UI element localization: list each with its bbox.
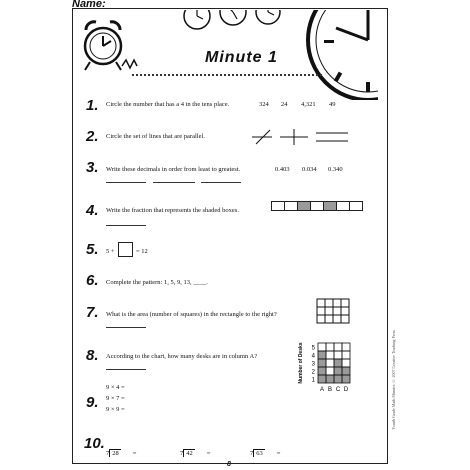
q10-divisor: 7 — [180, 450, 184, 457]
q10-problem — [180, 442, 210, 460]
question-3-number: 3. — [86, 159, 99, 176]
q5-right: = 12 — [136, 248, 148, 255]
desk-chart — [296, 339, 356, 401]
q8-answer-blank[interactable] — [106, 369, 146, 370]
chart-x-label: B — [327, 387, 333, 393]
q1-option[interactable]: 24 — [281, 101, 288, 108]
question-4-number: 4. — [86, 202, 99, 219]
area-grid-square — [325, 315, 333, 323]
q5-answer-box[interactable] — [118, 242, 133, 257]
question-1-number: 1. — [86, 97, 99, 114]
chart-bar-B — [326, 375, 334, 383]
q1-option[interactable]: 4,321 — [301, 101, 316, 108]
chart-grid-cell — [334, 343, 342, 351]
chart-grid-cell — [326, 367, 334, 375]
question-10-number: 10. — [84, 435, 105, 452]
area-grid-square — [333, 315, 341, 323]
q1-option[interactable]: 49 — [329, 101, 336, 108]
line-sets — [250, 128, 350, 146]
chart-bar-C — [334, 359, 342, 383]
question-6-number: 6. — [86, 272, 99, 289]
area-grid — [316, 298, 352, 326]
q10-problem — [106, 442, 136, 460]
q7-answer-blank[interactable] — [106, 327, 146, 328]
shaded-box — [297, 201, 311, 211]
question-1-text: Circle the number that has a 4 in the tens place. — [106, 101, 230, 108]
q9-line: 9 × 7 = — [106, 395, 125, 402]
large-clock-icon — [308, 10, 378, 100]
chart-y-tick: 2 — [311, 369, 315, 376]
q10-divisor: 7 — [250, 450, 254, 457]
q3-answer-blank[interactable] — [201, 182, 241, 183]
q10-equals: = — [132, 450, 137, 457]
area-grid-square — [317, 307, 325, 315]
q4-answer-blank[interactable] — [106, 225, 146, 226]
question-7-number: 7. — [86, 304, 99, 321]
q9-line: 9 × 9 = — [106, 406, 125, 413]
area-grid-square — [317, 315, 325, 323]
line-set-parallel[interactable] — [316, 133, 348, 141]
q10-dividend: 42 — [183, 449, 195, 457]
small-clock-icon — [256, 10, 280, 24]
chart-grid-cell — [326, 343, 334, 351]
q10-equals: = — [206, 450, 211, 457]
chart-grid-cell — [334, 351, 342, 359]
q3-decimal: 0.034 — [302, 166, 317, 173]
title-dotted-line — [132, 74, 322, 76]
unshaded-box — [349, 201, 363, 211]
chart-x-label: A — [319, 387, 325, 393]
area-grid-square — [317, 299, 325, 307]
question-8-text: According to the chart, how many desks are in column A? — [106, 353, 258, 360]
area-grid-square — [333, 299, 341, 307]
area-grid-square — [333, 307, 341, 315]
question-6-text: Complete the pattern: 1, 5, 9, 13, ____. — [106, 279, 208, 286]
unshaded-box — [310, 201, 324, 211]
fraction-boxes — [272, 201, 363, 211]
page-number: 8 — [227, 461, 231, 468]
area-grid-square — [341, 315, 349, 323]
chart-y-tick: 5 — [311, 345, 315, 352]
question-9-number: 9. — [86, 394, 99, 411]
unshaded-box — [336, 201, 350, 211]
q10-divisor: 7 — [106, 450, 110, 457]
line-set-crossing[interactable] — [252, 130, 272, 144]
chart-grid-cell — [342, 359, 350, 367]
q3-answer-blank[interactable] — [106, 182, 146, 183]
copyright-credit: Fourth Grade Math Minutes © 2007 Creative Teaching Press — [391, 330, 396, 430]
question-3-text: Write these decimals in order from least to greatest. — [106, 166, 241, 173]
small-clock-icon — [184, 10, 210, 29]
unshaded-box — [271, 201, 285, 211]
small-clock-icon — [220, 10, 246, 25]
question-2-number: 2. — [86, 128, 99, 145]
q3-decimal: 0.340 — [328, 166, 343, 173]
question-2-text: Circle the set of lines that are parallel. — [106, 133, 205, 140]
chart-grid-cell — [342, 343, 350, 351]
q5-left: 5 + — [106, 248, 115, 255]
chart-y-tick: 1 — [311, 377, 315, 384]
q10-equals: = — [276, 450, 281, 457]
area-grid-square — [325, 307, 333, 315]
area-grid-square — [325, 299, 333, 307]
chart-grid-cell — [326, 359, 334, 367]
alarm-clock-icon — [85, 22, 137, 70]
q9-line: 9 × 4 = — [106, 384, 125, 391]
question-4-text: Write the fraction that represents the shaded boxes. — [106, 207, 239, 214]
shaded-box — [323, 201, 337, 211]
q10-dividend: 63 — [253, 449, 265, 457]
q10-problem — [250, 442, 280, 460]
area-grid-square — [341, 307, 349, 315]
chart-y-tick: 3 — [311, 361, 315, 368]
q10-dividend: 28 — [109, 449, 121, 457]
question-7-text: What is the area (number of squares) in the rectangle to the right? — [106, 311, 277, 318]
q1-option[interactable]: 324 — [259, 101, 269, 108]
name-label: Name: — [72, 0, 106, 10]
question-5-number: 5. — [86, 241, 99, 258]
chart-y-tick: 4 — [311, 353, 315, 360]
chart-grid-cell — [342, 351, 350, 359]
page-title: Minute 1 — [205, 49, 278, 66]
chart-grid-cell — [318, 343, 326, 351]
question-8-number: 8. — [86, 347, 99, 364]
q3-answer-blank[interactable] — [153, 182, 195, 183]
chart-x-label: C — [335, 387, 341, 393]
chart-y-axis-label: Number of Desks — [298, 342, 304, 384]
chart-x-label: D — [343, 387, 349, 393]
q3-decimal: 0.403 — [275, 166, 290, 173]
chart-grid-cell — [326, 351, 334, 359]
unshaded-box — [284, 201, 298, 211]
line-set-perpendicular[interactable] — [280, 129, 308, 145]
area-grid-square — [341, 299, 349, 307]
